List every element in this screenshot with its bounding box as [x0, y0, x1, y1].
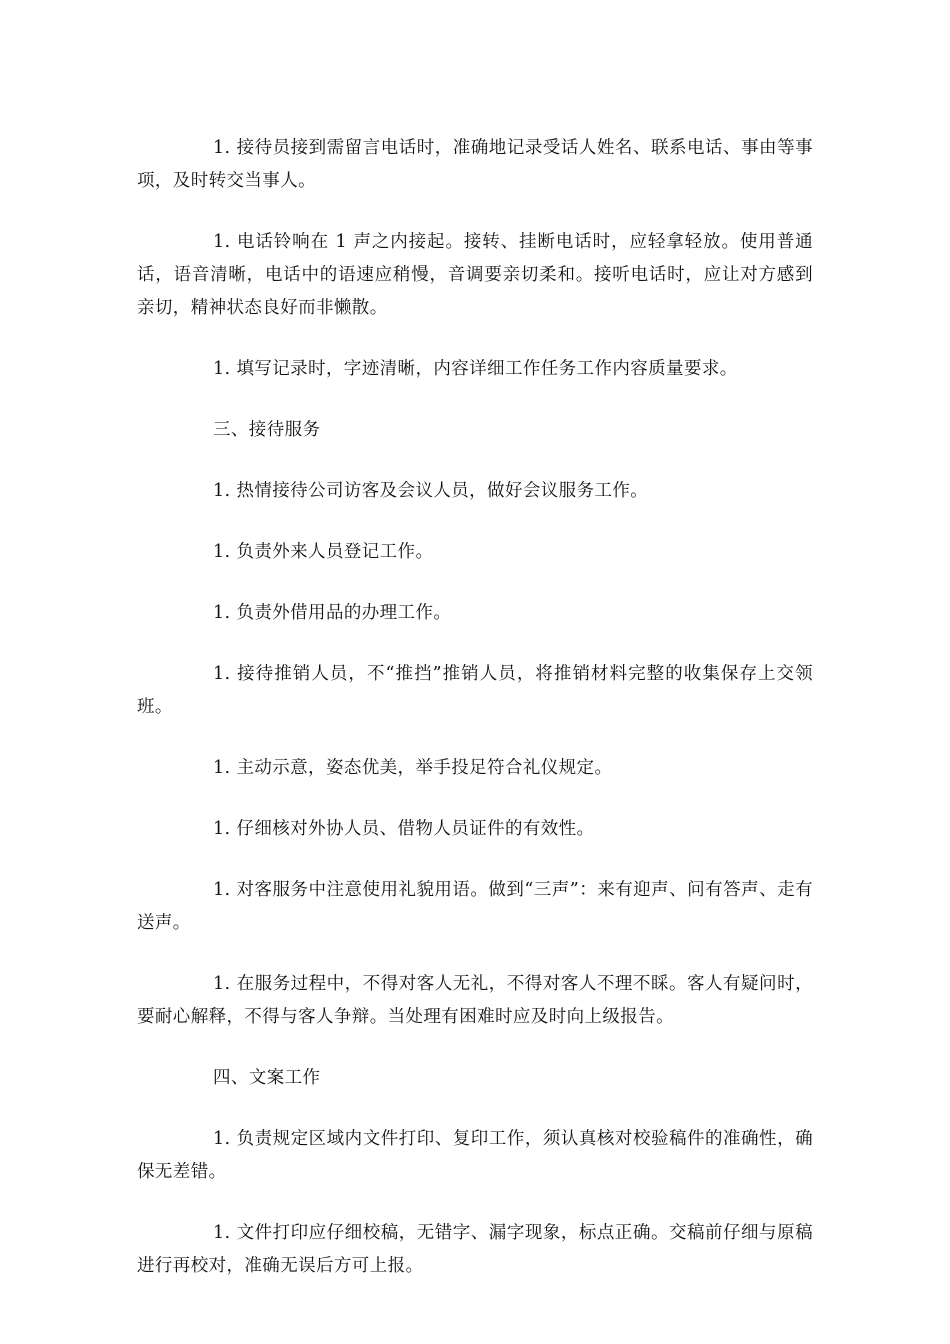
document-body: [137, 132, 813, 1311]
paragraph: 1. 接待员接到需留言电话时，准确地记录受话人姓名、联系电话、事由等事项，及时转交当事人。: [137, 138, 813, 191]
paragraph: 1. 电话铃响在 1 声之内接起。接转、挂断电话时，应轻拿轻放。使用普通话，语音清晰，电话中的语速应稍慢，音调要亲切柔和。接听电话时，应让对方感到亲切，精神状态良好而非懒散。: [137, 232, 813, 318]
paragraph: 1. 负责规定区域内文件打印、复印工作，须认真核对校验稿件的准确性，确保无差错。: [137, 1129, 813, 1182]
paragraph: 1. 填写记录时，字迹清晰，内容详细工作任务工作内容质量要求。: [213, 359, 738, 379]
paragraph: 1. 文件打印应仔细校稿，无错字、漏字现象，标点正确。交稿前仔细与原稿进行再校对，准确无误后方可上报。: [137, 1223, 813, 1276]
paragraph: 1. 对客服务中注意使用礼貌用语。做到“三声”：来有迎声、问有答声、走有送声。: [137, 880, 813, 933]
paragraph: 1. 在服务过程中，不得对客人无礼，不得对客人不理不睬。客人有疑问时，要耐心解释，不得与客人争辩。当处理有困难时应及时向上级报告。: [137, 974, 813, 1027]
paragraph: 1. 负责外借用品的办理工作。: [213, 603, 452, 623]
paragraph: 1. 热情接待公司访客及会议人员，做好会议服务工作。: [213, 481, 649, 501]
paragraph: 1. 接待推销人员，不“推挡”推销人员，将推销材料完整的收集保存上交领班。: [137, 664, 813, 717]
paragraph: 1. 主动示意，姿态优美，举手投足符合礼仪规定。: [213, 758, 613, 778]
paragraph: 1. 负责外来人员登记工作。: [213, 542, 434, 562]
section-heading: 四、文案工作: [213, 1068, 321, 1088]
section-heading: 三、接待服务: [213, 420, 321, 440]
paragraph: 1. 仔细核对外协人员、借物人员证件的有效性。: [213, 819, 595, 839]
